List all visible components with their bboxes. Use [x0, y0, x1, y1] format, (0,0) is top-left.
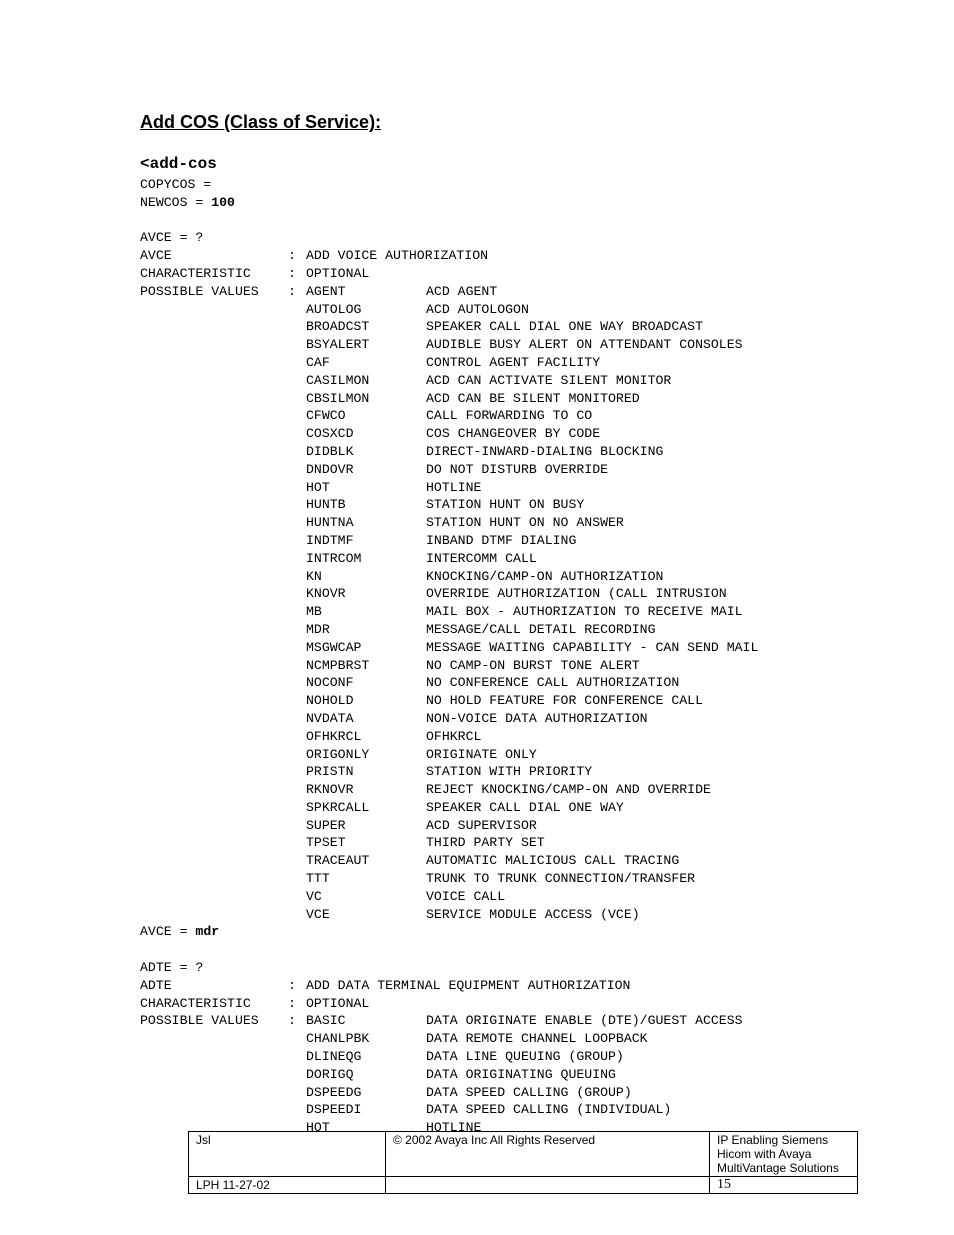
possible-value-row — [140, 1101, 900, 1119]
possible-value-row — [140, 585, 900, 603]
value-code: AGENT — [306, 283, 346, 299]
value-code: SPKRCALL — [306, 799, 370, 815]
value-description: STATION HUNT ON BUSY — [426, 497, 585, 513]
value-description: DATA ORIGINATE ENABLE (DTE)/GUEST ACCESS — [426, 1013, 743, 1029]
value-description: OVERRIDE AUTHORIZATION (CALL INTRUSION — [426, 586, 727, 602]
value-code: DIDBLK — [306, 443, 354, 459]
value-description: VOICE CALL — [426, 888, 506, 904]
possible-value-row — [140, 834, 900, 852]
possible-value-row — [140, 728, 900, 746]
command-transcript — [140, 153, 900, 1137]
newcos-value: 100 — [211, 194, 235, 210]
possible-value-row — [140, 301, 900, 319]
value-description: KNOCKING/CAMP-ON AUTHORIZATION — [426, 568, 664, 584]
value-description: CONTROL AGENT FACILITY — [426, 354, 601, 370]
value-code: CBSILMON — [306, 390, 370, 406]
value-code: INDTMF — [306, 532, 354, 548]
value-code: MSGWCAP — [306, 639, 362, 655]
possible-value-row — [140, 336, 900, 354]
value-description: DATA ORIGINATING QUEUING — [426, 1066, 616, 1082]
possible-value-row — [140, 621, 900, 639]
possible-value-row — [140, 852, 900, 870]
command-line: <add-cos — [140, 155, 217, 173]
possible-value-row — [140, 888, 900, 906]
value-code: BASIC — [306, 1013, 346, 1029]
value-description: SPEAKER CALL DIAL ONE WAY — [426, 799, 624, 815]
possible-value-row — [140, 532, 900, 550]
adte-characteristic-line: CHARACTERISTIC : OPTIONAL — [140, 995, 370, 1011]
possible-value-row — [140, 407, 900, 425]
value-description: STATION HUNT ON NO ANSWER — [426, 515, 624, 531]
value-code: MDR — [306, 621, 330, 637]
value-code: COSXCD — [306, 426, 354, 442]
adte-values-list — [140, 1012, 900, 1137]
possible-value-row — [140, 318, 900, 336]
value-code: HOT — [306, 1120, 330, 1136]
value-code: DORIGQ — [306, 1066, 354, 1082]
value-description: DATA SPEED CALLING (GROUP) — [426, 1084, 632, 1100]
footer-title-line: IP Enabling Siemens — [717, 1133, 829, 1147]
possible-value-row — [140, 781, 900, 799]
possible-value-row — [140, 799, 900, 817]
avce-answer-label: AVCE = — [140, 924, 188, 940]
page-heading: Add COS (Class of Service): — [140, 112, 382, 132]
value-description: DATA SPEED CALLING (INDIVIDUAL) — [426, 1102, 672, 1118]
possible-value-row — [140, 390, 900, 408]
value-code: CASILMON — [306, 372, 370, 388]
value-description: STATION WITH PRIORITY — [426, 764, 593, 780]
avce-field-value: ADD VOICE AUTHORIZATION — [306, 248, 489, 264]
possible-value-row — [140, 674, 900, 692]
value-code: KN — [306, 568, 322, 584]
value-code: HUNTB — [306, 497, 346, 513]
possible-value-row — [140, 568, 900, 586]
value-code: NVDATA — [306, 710, 354, 726]
newcos-label: NEWCOS = — [140, 194, 204, 210]
value-code: VC — [306, 888, 322, 904]
value-description: ACD CAN ACTIVATE SILENT MONITOR — [426, 372, 672, 388]
avce-field-label: AVCE — [140, 248, 172, 264]
value-code: KNOVR — [306, 586, 346, 602]
possible-value-row — [140, 1066, 900, 1084]
avce-characteristic-label: CHARACTERISTIC — [140, 265, 251, 281]
possible-value-row — [140, 550, 900, 568]
value-description: DATA LINE QUEUING (GROUP) — [426, 1049, 624, 1065]
adte-field-label: ADTE — [140, 977, 172, 993]
value-description: HOTLINE — [426, 479, 482, 495]
avce-query: AVCE = ? — [140, 230, 204, 246]
value-code: NOHOLD — [306, 693, 354, 709]
possible-values-label: POSSIBLE VALUES — [140, 1013, 259, 1029]
value-code: RKNOVR — [306, 782, 354, 798]
footer-empty-cell — [386, 1177, 710, 1194]
possible-value-row — [140, 1030, 900, 1048]
possible-value-row — [140, 496, 900, 514]
value-code: VCE — [306, 906, 330, 922]
footer-title-line: Hicom with Avaya — [717, 1147, 812, 1161]
value-code: SUPER — [306, 817, 346, 833]
value-description: ACD AUTOLOGON — [426, 301, 529, 317]
spacer — [140, 212, 900, 230]
possible-value-row — [140, 443, 900, 461]
value-description: ACD SUPERVISOR — [426, 817, 537, 833]
possible-value-row — [140, 870, 900, 888]
adte-field-value: ADD DATA TERMINAL EQUIPMENT AUTHORIZATION — [306, 977, 631, 993]
value-code: MB — [306, 604, 322, 620]
value-description: DATA REMOTE CHANNEL LOOPBACK — [426, 1031, 648, 1047]
value-code: PRISTN — [306, 764, 354, 780]
value-code: HOT — [306, 479, 330, 495]
adte-characteristic-value: OPTIONAL — [306, 995, 370, 1011]
possible-value-row — [140, 639, 900, 657]
value-description: CALL FORWARDING TO CO — [426, 408, 593, 424]
value-description: AUDIBLE BUSY ALERT ON ATTENDANT CONSOLES — [426, 337, 743, 353]
value-description: COS CHANGEOVER BY CODE — [426, 426, 601, 442]
value-description: INBAND DTMF DIALING — [426, 532, 577, 548]
value-description: MESSAGE/CALL DETAIL RECORDING — [426, 621, 656, 637]
value-description: MAIL BOX - AUTHORIZATION TO RECEIVE MAIL — [426, 604, 743, 620]
value-code: DSPEEDI — [306, 1102, 362, 1118]
value-description: OFHKRCL — [426, 728, 482, 744]
value-description: NO HOLD FEATURE FOR CONFERENCE CALL — [426, 693, 703, 709]
value-description: SERVICE MODULE ACCESS (VCE) — [426, 906, 640, 922]
value-description: ACD AGENT — [426, 283, 498, 299]
value-description: HOTLINE — [426, 1120, 482, 1136]
value-code: DSPEEDG — [306, 1084, 362, 1100]
value-description: ORIGINATE ONLY — [426, 746, 537, 762]
avce-characteristic-line: CHARACTERISTIC : OPTIONAL — [140, 265, 370, 281]
value-code: TTT — [306, 871, 330, 887]
avce-answer-line — [140, 923, 900, 941]
value-description: ACD CAN BE SILENT MONITORED — [426, 390, 640, 406]
copycos-label: COPYCOS = — [140, 177, 212, 192]
possible-value-row: POSSIBLE VALUES : AGENT ACD AGENT — [140, 283, 498, 299]
possible-value-row — [140, 817, 900, 835]
possible-value-row — [140, 763, 900, 781]
value-description: NO CONFERENCE CALL AUTHORIZATION — [426, 675, 680, 691]
value-code: DLINEQG — [306, 1049, 362, 1065]
value-code: BSYALERT — [306, 337, 370, 353]
value-code: CFWCO — [306, 408, 346, 424]
footer-copyright: © 2002 Avaya Inc All Rights Reserved — [386, 1132, 710, 1177]
value-code: OFHKRCL — [306, 728, 362, 744]
value-code: ORIGONLY — [306, 746, 370, 762]
possible-value-row — [140, 461, 900, 479]
value-code: DNDOVR — [306, 461, 354, 477]
value-code: TPSET — [306, 835, 346, 851]
avce-answer-value: mdr — [195, 924, 220, 940]
possible-value-row — [140, 514, 900, 532]
value-description: MESSAGE WAITING CAPABILITY - CAN SEND MAIL — [426, 639, 759, 655]
possible-value-row: POSSIBLE VALUES : BASIC DATA ORIGINATE ENABLE (DTE)/GUEST ACCESS — [140, 1013, 743, 1029]
value-code: AUTOLOG — [306, 301, 362, 317]
adte-field-line: ADTE : ADD DATA TERMINAL EQUIPMENT AUTHORIZATION — [140, 977, 631, 993]
footer-doc-title — [710, 1132, 858, 1177]
value-description: TRUNK TO TRUNK CONNECTION/TRANSFER — [426, 871, 696, 887]
footer-title-line: MultiVantage Solutions — [717, 1161, 839, 1175]
value-code: NOCONF — [306, 675, 354, 691]
spacer — [140, 941, 900, 959]
possible-value-row — [140, 746, 900, 764]
value-code: INTRCOM — [306, 550, 362, 566]
value-description: NON-VOICE DATA AUTHORIZATION — [426, 710, 648, 726]
possible-value-row — [140, 372, 900, 390]
footer-author: Jsl — [189, 1132, 386, 1177]
value-description: INTERCOMM CALL — [426, 550, 537, 566]
possible-value-row — [140, 710, 900, 728]
possible-value-row — [140, 906, 900, 924]
value-code: CAF — [306, 354, 330, 370]
page-number: 15 — [710, 1177, 858, 1194]
value-code: NCMPBRST — [306, 657, 370, 673]
possible-value-row — [140, 1084, 900, 1102]
possible-values-label: POSSIBLE VALUES — [140, 283, 259, 299]
value-description: SPEAKER CALL DIAL ONE WAY BROADCAST — [426, 319, 703, 335]
possible-value-row — [140, 354, 900, 372]
possible-value-row — [140, 692, 900, 710]
value-code: CHANLPBK — [306, 1031, 370, 1047]
adte-query: ADTE = ? — [140, 960, 204, 976]
value-description: DIRECT-INWARD-DIALING BLOCKING — [426, 443, 664, 459]
possible-value-row — [140, 603, 900, 621]
avce-field-line: AVCE : ADD VOICE AUTHORIZATION — [140, 248, 489, 264]
value-description: DO NOT DISTURB OVERRIDE — [426, 461, 609, 477]
footer-revision: LPH 11-27-02 — [189, 1177, 386, 1194]
avce-characteristic-value: OPTIONAL — [306, 265, 370, 281]
copycos-line — [140, 176, 900, 194]
possible-value-row — [140, 425, 900, 443]
avce-values-list — [140, 283, 900, 924]
value-code: HUNTNA — [306, 515, 354, 531]
value-description: AUTOMATIC MALICIOUS CALL TRACING — [426, 853, 680, 869]
adte-characteristic-label: CHARACTERISTIC — [140, 995, 251, 1011]
value-description: NO CAMP-ON BURST TONE ALERT — [426, 657, 640, 673]
value-code: TRACEAUT — [306, 853, 370, 869]
value-code: BROADCST — [306, 319, 370, 335]
value-description: REJECT KNOCKING/CAMP-ON AND OVERRIDE — [426, 782, 711, 798]
value-description: THIRD PARTY SET — [426, 835, 545, 851]
possible-value-row — [140, 479, 900, 497]
page-footer — [188, 1131, 858, 1194]
possible-value-row — [140, 1048, 900, 1066]
newcos-line — [140, 194, 900, 212]
possible-value-row — [140, 657, 900, 675]
